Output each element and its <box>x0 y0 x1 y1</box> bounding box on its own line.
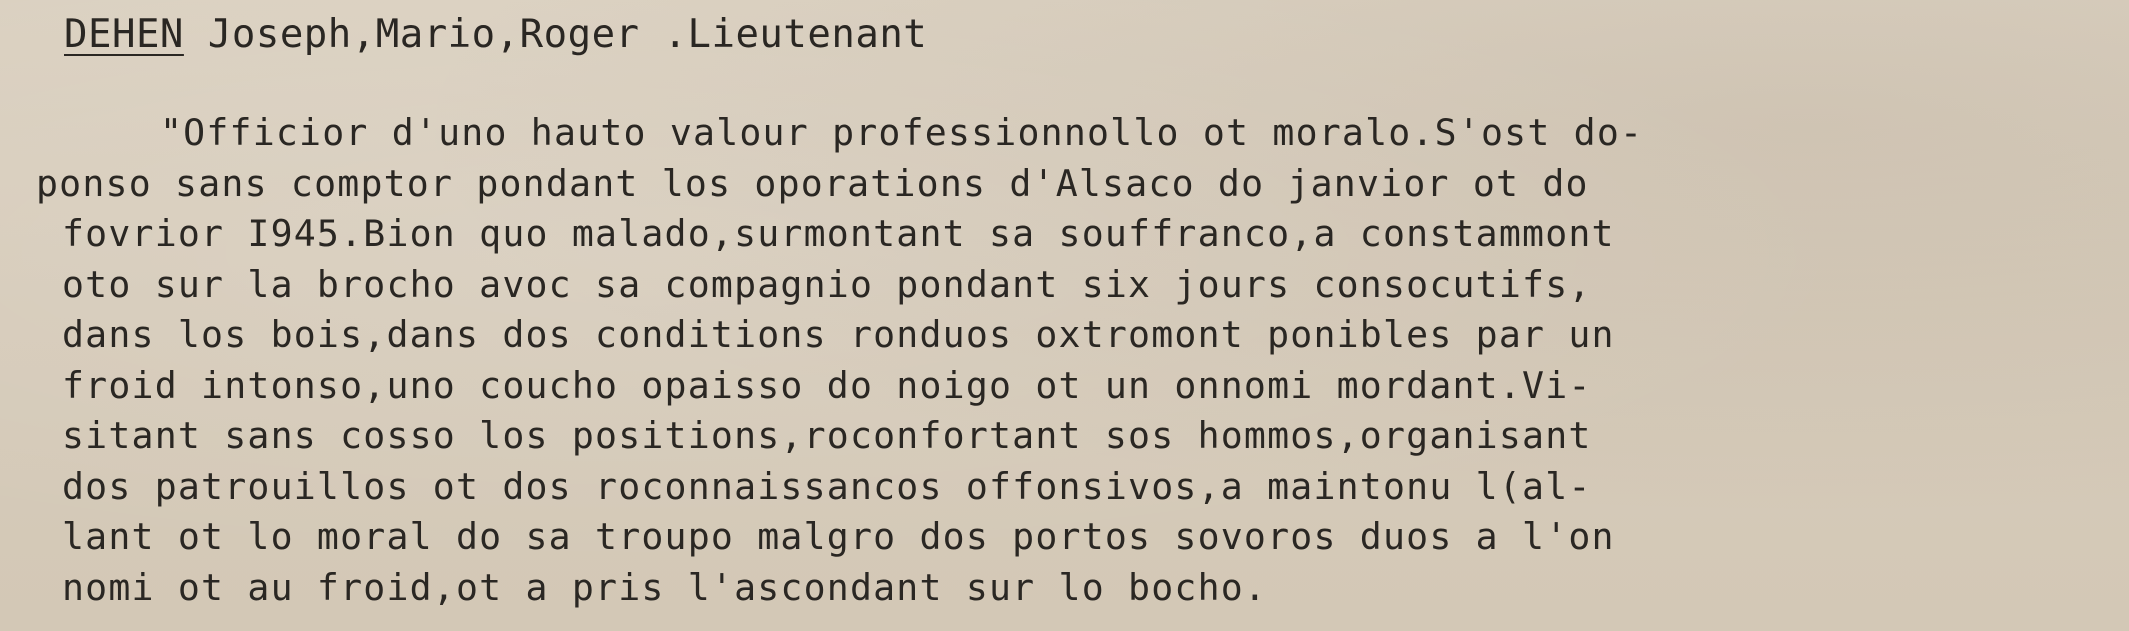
officer-names-rank: Joseph,Mario,Roger .Lieutenant <box>183 12 928 57</box>
citation-line-1: "Officior d'uno hauto valour professionnollo ot moralo.S'ost do- <box>160 111 1644 154</box>
citation-line-9: lant ot lo moral do sa troupo malgro dos portos sovoros duos a l'on <box>62 515 1615 558</box>
citation-line-7: sitant sans cosso los positions,roconfortant sos hommos,organisant <box>62 414 1592 457</box>
citation-line-2: ponso sans comptor pondant los oporations d'Alsaco do janvior ot do <box>36 161 1589 205</box>
document-header <box>64 6 927 64</box>
citation-line-8: dos patrouillos ot dos roconnaissancos offonsivos,a maintonu l(al- <box>62 464 1592 508</box>
citation-text <box>0 108 2129 613</box>
officer-surname: DEHEN <box>64 12 184 57</box>
citation-line-6: froid intonso,uno coucho opaisso do noigo ot un onnomi mordant.Vi- <box>62 363 1592 407</box>
citation-line-4: oto sur la brocho avoc sa compagnio pondant six jours consocutifs, <box>62 262 1592 306</box>
citation-line-10: nomi ot au froid,ot a pris l'ascondant sur lo bocho. <box>62 565 1268 609</box>
citation-line-3: fovrior I945.Bion quo malado,surmontant sa souffranco,a constammont <box>62 212 1615 255</box>
citation-line-5: dans los bois,dans dos conditions ronduos oxtromont ponibles par un <box>62 313 1615 356</box>
